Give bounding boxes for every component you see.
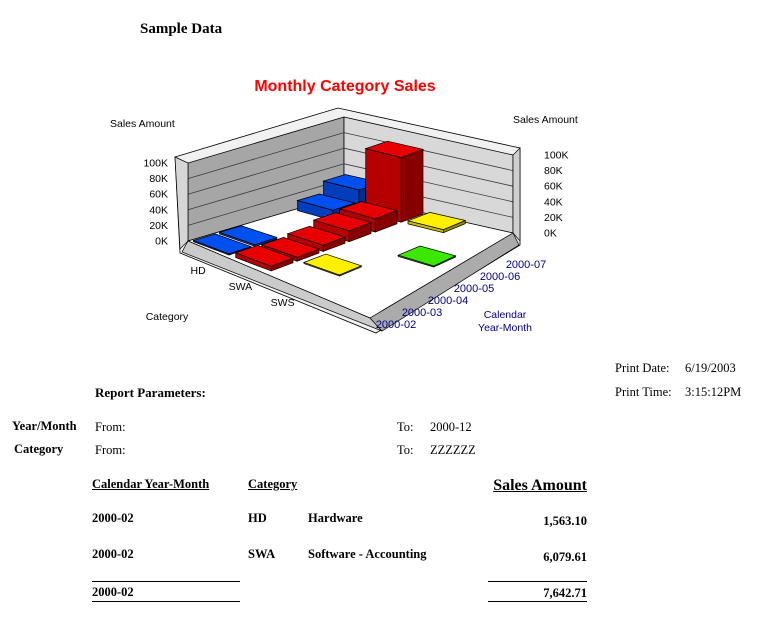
cell-amount: 1,563.10	[543, 514, 587, 528]
param-name: Category	[14, 442, 64, 456]
param-to-label: To:	[397, 443, 414, 457]
column-header-month: Calendar Year-Month	[92, 477, 210, 491]
report-parameters-heading: Report Parameters:	[95, 385, 206, 400]
column-header-amount: Sales Amount	[493, 477, 587, 494]
month-tick: 2000-07	[505, 259, 547, 271]
value-tick-left: 60K	[149, 188, 168, 201]
cell-category-code: HD	[248, 511, 267, 525]
param-to-value: ZZZZZZ	[430, 443, 476, 457]
month-tick: 2000-06	[479, 271, 521, 283]
value-tick-left: 40K	[149, 204, 168, 217]
value-tick-left: 100K	[143, 157, 168, 170]
report-title: Sample Data	[140, 21, 223, 37]
month-tick: 2000-04	[427, 295, 469, 307]
month-tick: 2000-03	[401, 307, 443, 319]
value-axis-title-left: Sales Amount	[110, 118, 175, 130]
chart-corner-column-left	[175, 157, 188, 249]
value-tick-left: 0K	[155, 235, 168, 248]
cell-category-code: SWA	[248, 547, 276, 561]
category-tick: HD	[190, 265, 206, 277]
value-tick-right: 80K	[544, 165, 563, 178]
value-tick-right: 0K	[544, 227, 557, 240]
chart-corner-column-right	[513, 148, 520, 241]
cell-month: 2000-02	[92, 547, 134, 561]
value-tick-right: 40K	[544, 196, 563, 209]
category-tick: SWS	[270, 297, 295, 309]
param-from-label: From:	[95, 420, 126, 434]
time-axis-title-line1: Calendar	[483, 309, 527, 321]
cell-amount: 6,079.61	[543, 550, 587, 564]
value-tick-right: 100K	[544, 149, 569, 162]
chart-title: Monthly Category Sales	[254, 78, 436, 95]
category-tick: SWA	[228, 281, 253, 293]
time-axis-title-line2: Year-Month	[478, 322, 532, 334]
value-axis-title-right: Sales Amount	[513, 114, 578, 126]
param-name: Year/Month	[12, 419, 77, 433]
total-amount: 7,642.71	[543, 586, 587, 600]
print-date-label: Print Date:	[615, 361, 670, 375]
value-tick-left: 20K	[149, 219, 168, 232]
value-tick-left: 80K	[149, 173, 168, 186]
print-time-value: 3:15:12PM	[685, 385, 742, 399]
column-header-category: Category	[248, 477, 298, 491]
param-from-label: From:	[95, 443, 126, 457]
cell-month: 2000-02	[92, 511, 134, 525]
param-to-value: 2000-12	[430, 420, 472, 434]
print-date-value: 6/19/2003	[685, 361, 736, 375]
month-tick: 2000-05	[453, 283, 495, 295]
print-time-label: Print Time:	[615, 385, 672, 399]
value-tick-right: 60K	[544, 180, 563, 193]
category-axis-title: Category	[145, 311, 189, 323]
riser-side-right	[401, 149, 423, 222]
total-month: 2000-02	[92, 585, 134, 599]
param-to-label: To:	[397, 420, 414, 434]
cell-category-name: Software - Accounting	[308, 547, 427, 561]
value-tick-right: 20K	[544, 211, 563, 224]
month-tick: 2000-02	[375, 319, 417, 331]
cell-category-name: Hardware	[308, 511, 363, 525]
